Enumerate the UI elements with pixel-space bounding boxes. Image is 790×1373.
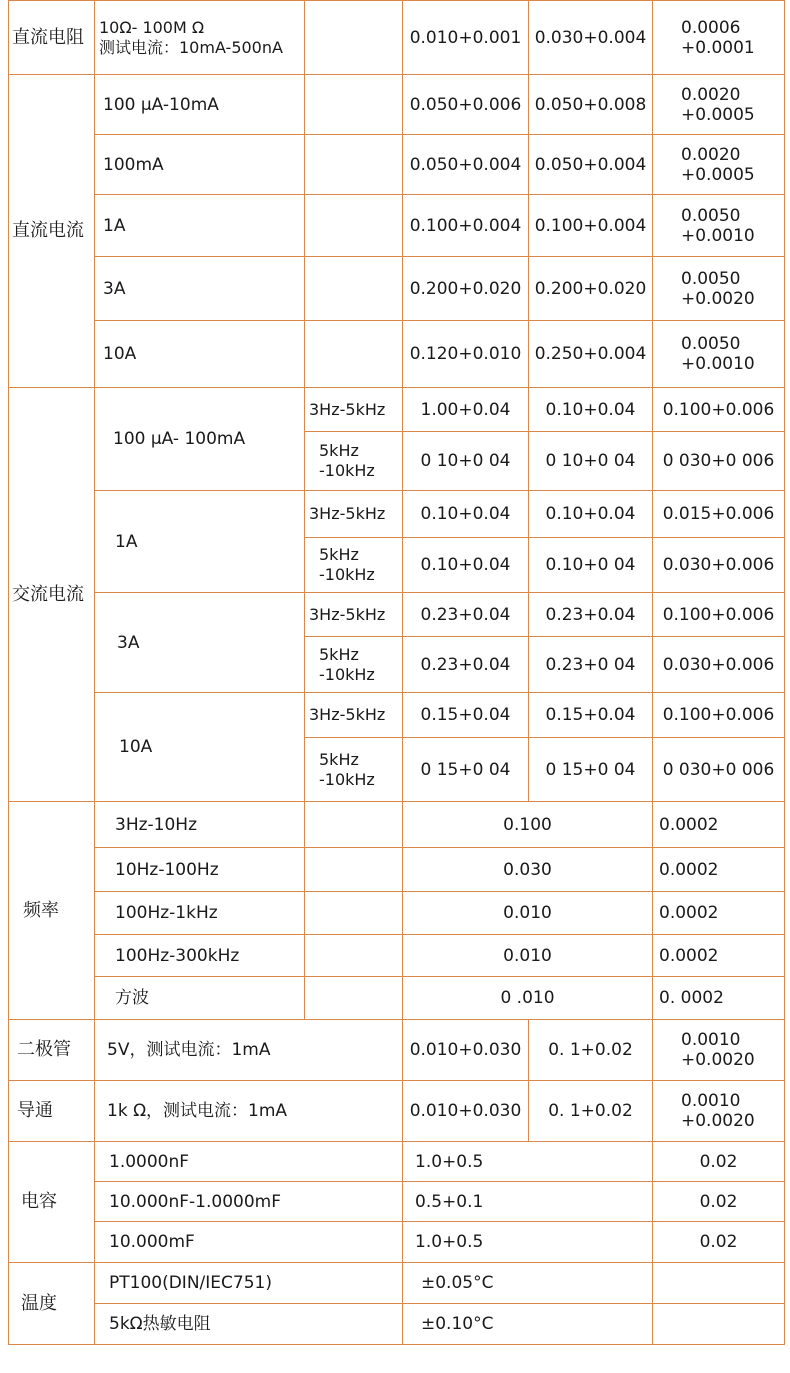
value-cell: 0 10+0 04 — [529, 432, 653, 491]
category-cell: 导通 — [9, 1081, 95, 1142]
range-cell: 1.0000nF — [95, 1142, 403, 1182]
table-row — [9, 257, 785, 321]
value-line: 0.0006 — [681, 17, 741, 38]
value-cell: 0.0002 — [653, 802, 785, 848]
value-cell: 0.010+0.030 — [403, 1081, 529, 1142]
value-cell: 0.10+0.04 — [403, 491, 529, 538]
value-cell — [653, 195, 785, 257]
freq-cell — [305, 637, 403, 693]
value-cell: 0.010+0.030 — [403, 1020, 529, 1081]
category-cell: 电容 — [9, 1142, 95, 1263]
value-cell: 0.030+0.006 — [653, 637, 785, 693]
range-cell — [95, 1, 305, 75]
value-line: +0.0010 — [681, 225, 755, 246]
value-line: 0.0050 — [681, 334, 741, 354]
value-cell — [653, 75, 785, 135]
value-cell: 0.050+0.006 — [403, 75, 529, 135]
value-cell: 0.10+0.04 — [403, 538, 529, 593]
value-cell: 0.100+0.006 — [653, 593, 785, 637]
range-cell: 3A — [95, 593, 305, 693]
value-cell: 0.02 — [653, 1222, 785, 1263]
freq-cell: 3Hz-5kHz — [305, 388, 403, 432]
table-row — [9, 935, 785, 977]
freq-cell — [305, 432, 403, 491]
value-cell — [653, 135, 785, 195]
range-cell: 100mA — [95, 135, 305, 195]
value-cell: 0.010 — [403, 935, 653, 977]
value-cell: 0.030+0.006 — [653, 538, 785, 593]
value-cell — [653, 257, 785, 321]
value-cell: 1.0+0.5 — [403, 1222, 653, 1263]
table-row — [9, 1020, 785, 1081]
value-cell: 0.10+0.04 — [529, 491, 653, 538]
value-cell: ±0.10°C — [403, 1304, 653, 1345]
value-cell: 0.200+0.020 — [403, 257, 529, 321]
value-line: +0.0001 — [681, 37, 755, 58]
value-line: +0.0020 — [681, 1111, 755, 1131]
value-cell: 0.100 — [403, 802, 653, 848]
value-cell: 1.0+0.5 — [403, 1142, 653, 1182]
freq-cell: 3Hz-5kHz — [305, 593, 403, 637]
value-cell: 0.15+0.04 — [529, 693, 653, 738]
value-cell: 0.23+0.04 — [403, 593, 529, 637]
value-cell: 0.23+0.04 — [529, 593, 653, 637]
category-cell: 二极管 — [9, 1020, 95, 1081]
table-row — [9, 693, 785, 738]
freq-line: -10kHz — [319, 769, 375, 789]
empty-cell — [305, 321, 403, 388]
spec-table — [8, 0, 785, 1345]
table-row — [9, 1142, 785, 1182]
range-line: 测试电流：10mA-500nA — [99, 37, 283, 57]
value-cell: 1.00+0.04 — [403, 388, 529, 432]
range-cell: 1k Ω，测试电流：1mA — [95, 1081, 403, 1142]
table-row — [9, 195, 785, 257]
table-row — [9, 1222, 785, 1263]
value-cell: 0.120+0.010 — [403, 321, 529, 388]
range-cell: 10.000nF-1.0000mF — [95, 1182, 403, 1222]
table-row — [9, 977, 785, 1020]
value-line: 0.0020 — [681, 144, 741, 165]
value-cell: 0.10+0 04 — [529, 538, 653, 593]
value-line: 0.0010 — [681, 1091, 741, 1111]
freq-line: -10kHz — [319, 565, 375, 584]
value-cell: 0.010 — [403, 892, 653, 935]
range-cell: 10A — [95, 693, 305, 802]
table-row — [9, 848, 785, 892]
table-row — [9, 1182, 785, 1222]
freq-line: -10kHz — [319, 664, 375, 684]
range-cell: 3A — [95, 257, 305, 321]
value-cell: 0.030 — [403, 848, 653, 892]
freq-cell — [305, 538, 403, 593]
value-cell: 0.200+0.020 — [529, 257, 653, 321]
range-cell: 100Hz-300kHz — [95, 935, 305, 977]
empty-cell — [305, 802, 403, 848]
value-cell: 0 15+0 04 — [529, 738, 653, 802]
value-cell: 0 10+0 04 — [403, 432, 529, 491]
range-cell: 1A — [95, 195, 305, 257]
value-cell: 0.100+0.006 — [653, 388, 785, 432]
freq-line: 5kHz — [319, 441, 359, 460]
category-cell: 交流电流 — [9, 388, 95, 802]
empty-cell — [305, 75, 403, 135]
empty-cell — [305, 848, 403, 892]
empty-cell — [305, 1, 403, 75]
value-cell — [653, 1020, 785, 1081]
freq-cell: 3Hz-5kHz — [305, 491, 403, 538]
table-row — [9, 1, 785, 75]
category-cell: 温度 — [9, 1263, 95, 1345]
value-cell: 0.0002 — [653, 892, 785, 935]
value-cell: 0 030+0 006 — [653, 432, 785, 491]
value-line: +0.0020 — [681, 288, 755, 309]
range-cell: 10Hz-100Hz — [95, 848, 305, 892]
value-cell: 0.100+0.004 — [529, 195, 653, 257]
value-line: +0.0005 — [681, 104, 755, 125]
value-line: +0.0005 — [681, 164, 755, 185]
value-cell: 0.5+0.1 — [403, 1182, 653, 1222]
value-cell: 0.10+0.04 — [529, 388, 653, 432]
table-row — [9, 491, 785, 538]
value-cell: 0.050+0.008 — [529, 75, 653, 135]
value-cell: 0. 0002 — [653, 977, 785, 1020]
value-line: 0.0020 — [681, 84, 741, 105]
range-cell: 方波 — [95, 977, 305, 1020]
value-line: +0.0010 — [681, 354, 755, 374]
value-cell: 0.0002 — [653, 935, 785, 977]
value-cell: 0.02 — [653, 1142, 785, 1182]
table-row — [9, 321, 785, 388]
value-cell: 0.02 — [653, 1182, 785, 1222]
range-cell: 5V，测试电流：1mA — [95, 1020, 403, 1081]
empty-cell — [305, 935, 403, 977]
range-cell: 10.000mF — [95, 1222, 403, 1263]
value-cell: 0.030+0.004 — [529, 1, 653, 75]
table-row — [9, 75, 785, 135]
freq-cell: 3Hz-5kHz — [305, 693, 403, 738]
table-row — [9, 1304, 785, 1345]
range-cell: 10A — [95, 321, 305, 388]
empty-cell — [305, 135, 403, 195]
category-cell: 频率 — [9, 802, 95, 1020]
value-cell: 0.100+0.004 — [403, 195, 529, 257]
value-cell: 0.23+0.04 — [403, 637, 529, 693]
value-line: +0.0020 — [681, 1050, 755, 1070]
value-cell: 0.100+0.006 — [653, 693, 785, 738]
table-row — [9, 1081, 785, 1142]
empty-cell — [305, 977, 403, 1020]
table-row — [9, 388, 785, 432]
value-cell — [653, 1081, 785, 1142]
table-row — [9, 135, 785, 195]
empty-cell — [653, 1263, 785, 1304]
range-line: 10Ω- 100M Ω — [99, 17, 205, 37]
range-cell: 3Hz-10Hz — [95, 802, 305, 848]
empty-cell — [305, 257, 403, 321]
table-row — [9, 802, 785, 848]
range-cell: PT100(DIN/IEC751) — [95, 1263, 403, 1304]
value-cell: 0.050+0.004 — [403, 135, 529, 195]
value-cell: 0. 1+0.02 — [529, 1081, 653, 1142]
value-cell: 0.23+0 04 — [529, 637, 653, 693]
range-cell: 5kΩ热敏电阻 — [95, 1304, 403, 1345]
value-line: 0.0010 — [681, 1030, 741, 1050]
table-row — [9, 593, 785, 637]
value-cell: 0.15+0.04 — [403, 693, 529, 738]
value-cell: 0 030+0 006 — [653, 738, 785, 802]
range-cell: 1A — [95, 491, 305, 593]
value-cell — [653, 321, 785, 388]
value-line: 0.0050 — [681, 205, 741, 226]
value-cell: 0 15+0 04 — [403, 738, 529, 802]
category-cell: 直流电流 — [9, 75, 95, 388]
freq-line: 5kHz — [319, 545, 359, 564]
value-cell: 0. 1+0.02 — [529, 1020, 653, 1081]
table-row — [9, 1263, 785, 1304]
value-cell: 0.010+0.001 — [403, 1, 529, 75]
freq-line: 5kHz — [319, 644, 359, 664]
value-cell: 0.0002 — [653, 848, 785, 892]
empty-cell — [305, 195, 403, 257]
freq-line: 5kHz — [319, 749, 359, 769]
freq-line: -10kHz — [319, 461, 375, 480]
range-cell: 100 μA-10mA — [95, 75, 305, 135]
range-cell: 100 μA- 100mA — [95, 388, 305, 491]
value-cell — [653, 1, 785, 75]
empty-cell — [653, 1304, 785, 1345]
value-cell: ±0.05°C — [403, 1263, 653, 1304]
value-line: 0.0050 — [681, 268, 741, 289]
value-cell: 0.015+0.006 — [653, 491, 785, 538]
empty-cell — [305, 892, 403, 935]
value-cell: 0.050+0.004 — [529, 135, 653, 195]
range-cell: 100Hz-1kHz — [95, 892, 305, 935]
value-cell: 0.250+0.004 — [529, 321, 653, 388]
category-cell: 直流电阻 — [9, 1, 95, 75]
value-cell: 0 .010 — [403, 977, 653, 1020]
table-row — [9, 892, 785, 935]
freq-cell — [305, 738, 403, 802]
